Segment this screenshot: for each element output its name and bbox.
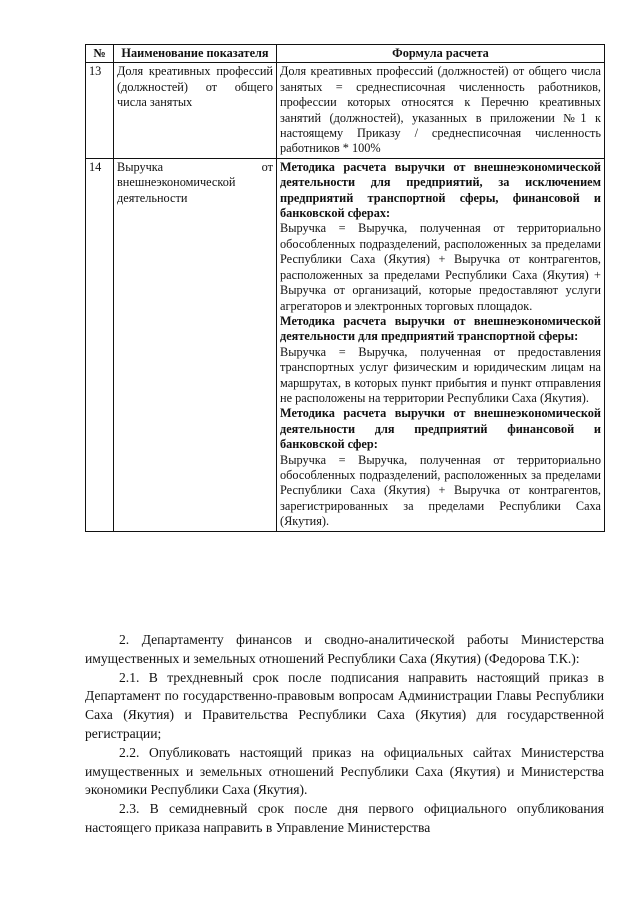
table-row — [86, 63, 605, 158]
formula-cell — [277, 63, 605, 158]
method-heading: Методика расчета выручки от внешнеэкономической деятельности для предприятий транспортной сферы: — [280, 313, 601, 344]
row-number: 14 — [86, 158, 114, 531]
paragraph-2-3: 2.3. В семидневный срок после дня первого официального опубликования настоящего приказа направить в Управление Министерства — [85, 801, 604, 835]
indicators-table — [85, 44, 605, 532]
header-formula: Формула расчета — [277, 45, 605, 63]
paragraph-2-2: 2.2. Опубликовать настоящий приказ на официальных сайтах Министерства имущественных и земельных отношений Республики Саха (Якутия) и Министерства экономики Республики Саха (Якутия). — [85, 744, 604, 798]
formula-text: Доля креативных профессий (должностей) от общего числа занятых = среднесписочная численность работников, профессии которых относятся к Перечню креативных занятий (должностей), указанных в приложении №1 к настоящему Приказу / среднесписочная численность работников * 100% — [280, 64, 601, 156]
order-text — [85, 631, 604, 838]
formula-text: Выручка = Выручка, полученная от территориально обособленных подразделений, расположенных за пределами Республики Саха (Якутия) + Выручка от контрагентов, зарегистрированных за пределами Республики Саха (Якутия). — [280, 452, 601, 529]
indicator-name: Доля креативных профессий (должностей) от общего числа занятых — [114, 63, 277, 158]
paragraph-2-1: 2.1. В трехдневный срок после подписания направить настоящий приказ в Департамент по государственно-правовым вопросам Администрации Главы Республики Саха (Якутия) и Правительства Республики Саха (Якутия) для государственной регистрации; — [85, 669, 604, 741]
header-number: № — [86, 45, 114, 63]
row-number: 13 — [86, 63, 114, 158]
indicator-name: Выручка от внешнеэкономической деятельности — [114, 158, 277, 531]
formula-cell — [277, 158, 605, 531]
paragraph-2: 2. Департаменту финансов и сводно-аналитической работы Министерства имущественных и земельных отношений Республики Саха (Якутия) (Федорова Т.К.): — [85, 632, 604, 666]
formula-text: Выручка = Выручка, полученная от территориально обособленных подразделений, расположенных за пределами Республики Саха (Якутия) + Выручка от контрагентов, расположенных за пределами Республики Саха (Якутия) + Выручка от организаций, которые предоставляют услуги агрегаторов и электронных торговых площадок. — [280, 221, 601, 313]
method-heading: Методика расчета выручки от внешнеэкономической деятельности для предприятий, за исключением предприятий транспортной сферы, финансовой и банковской сферах: — [280, 159, 601, 221]
table-header-row — [86, 45, 605, 63]
formula-text: Выручка = Выручка, полученная от предоставления транспортных услуг физическим и юридическим лицам на маршрутах, в которых пункт прибытия и пункт отправления не расположены на территории Республики Саха (Якутия). — [280, 344, 601, 405]
header-indicator-name: Наименование показателя — [114, 45, 277, 63]
method-heading: Методика расчета выручки от внешнеэкономической деятельности для предприятий финансовой и банковской сфер: — [280, 406, 601, 452]
table-row — [86, 158, 605, 531]
